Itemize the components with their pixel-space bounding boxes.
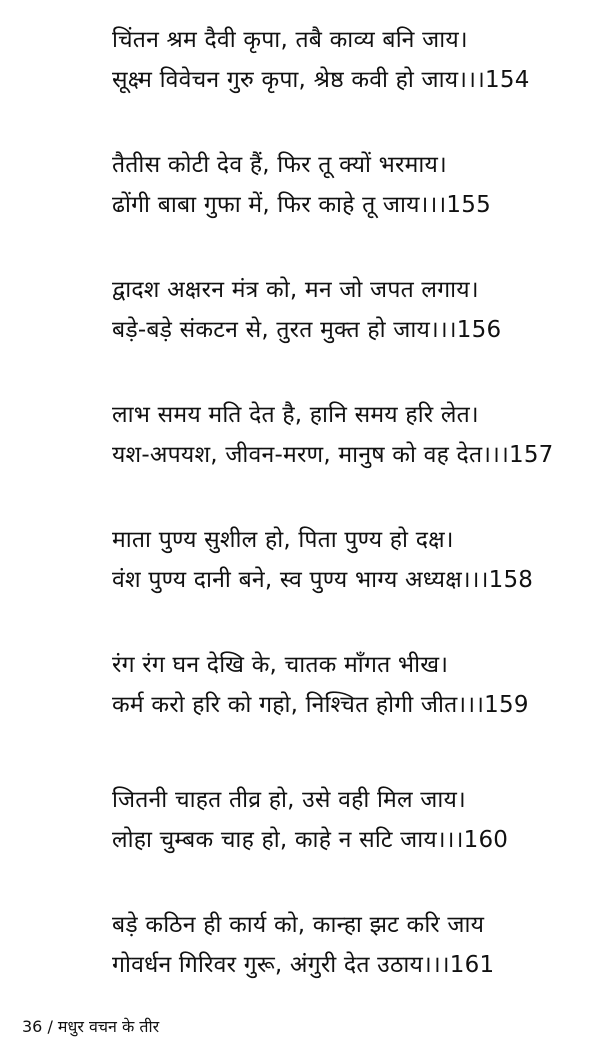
verse-line-2: लोहा चुम्बक चाह हो, काहे न सटि जाय।।।160 (112, 827, 509, 853)
verse-line-1: लाभ समय मति देत है, हानि समय हरि लेत। (112, 402, 479, 428)
verse-line-2: कर्म करो हरि को गहो, निश्चित होगी जीत।।।159 (112, 692, 529, 718)
page-footer: 36 / मधुर वचन के तीर (22, 1017, 160, 1036)
verse-line-2: गोवर्धन गिरिवर गुरू, अंगुरी देत उठाय।।।161 (112, 952, 495, 978)
verse-line-2: ढोंगी बाबा गुफा में, फिर काहे तू जाय।।।155 (112, 192, 491, 218)
verse-155 (112, 145, 582, 225)
verse-158 (112, 520, 582, 600)
verse-line-1: रंग रंग घन देखि के, चातक माँगत भीख। (112, 652, 449, 678)
verse-159 (112, 645, 582, 725)
verse-156 (112, 270, 582, 350)
verse-line-2: बड़े-बड़े संकटन से, तुरत मुक्त हो जाय।।।156 (112, 317, 502, 343)
verse-line-2: सूक्ष्म विवेचन गुरु कृपा, श्रेष्ठ कवी हो जाय।।।154 (112, 67, 530, 93)
verse-line-2: यश-अपयश, जीवन-मरण, मानुष को वह देत।।।157 (112, 442, 554, 468)
verse-line-1: द्वादश अक्षरन मंत्र को, मन जो जपत लगाय। (112, 277, 479, 303)
verse-160 (112, 780, 582, 860)
verse-line-1: जितनी चाहत तीव्र हो, उसे वही मिल जाय। (112, 787, 466, 813)
verse-161 (112, 905, 582, 985)
verse-line-1: चिंतन श्रम दैवी कृपा, तबै काव्य बनि जाय। (112, 27, 468, 53)
verse-line-1: तैतीस कोटी देव हैं, फिर तू क्यों भरमाय। (112, 152, 447, 178)
verse-154 (112, 20, 582, 100)
verse-line-2: वंश पुण्य दानी बने, स्व पुण्य भाग्य अध्यक्ष।।।158 (112, 567, 534, 593)
verse-157 (112, 395, 582, 475)
verse-line-1: माता पुण्य सुशील हो, पिता पुण्य हो दक्ष। (112, 527, 454, 553)
verse-line-1: बड़े कठिन ही कार्य को, कान्हा झट करि जाय (112, 912, 485, 938)
